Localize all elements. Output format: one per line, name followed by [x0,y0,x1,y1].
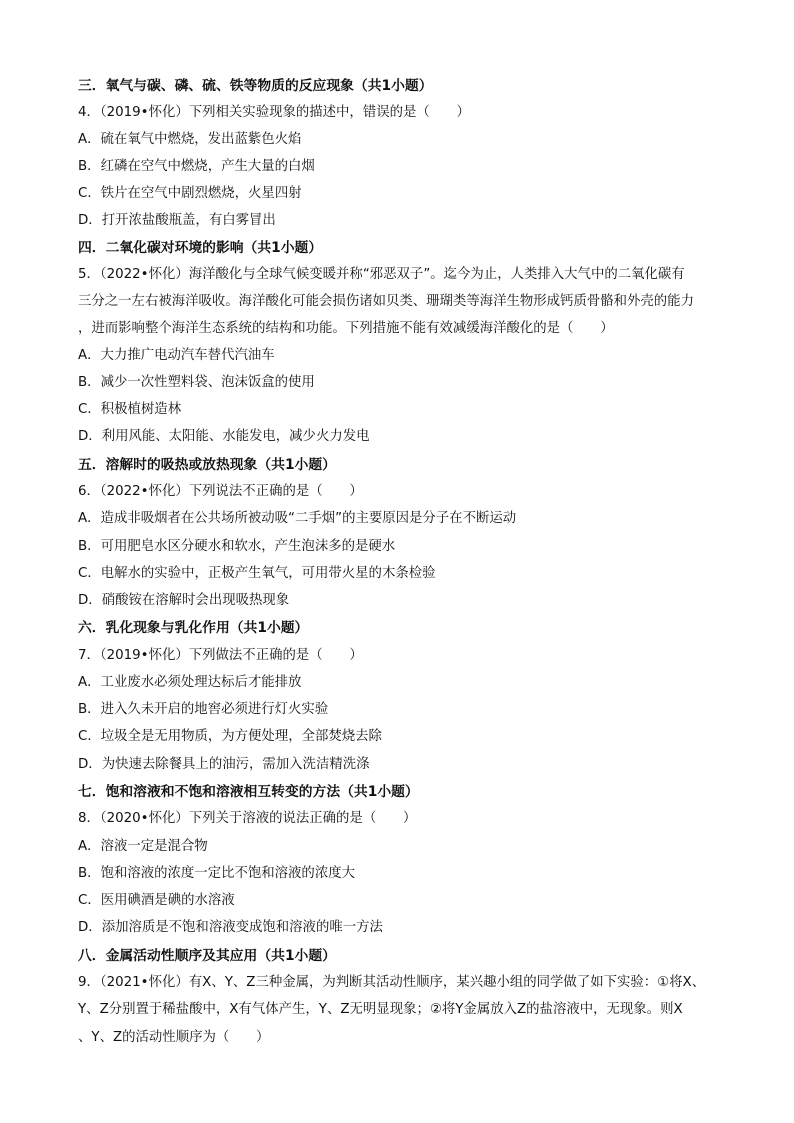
question-6-option-b: B．可用肥皂水区分硬水和软水，产生泡沫多的是硬水 [78,539,396,554]
question-4-option-c: C．铁片在空气中剧烈燃烧，火星四射 [78,186,302,201]
question-7-option-c: C．垃圾全是无用物质，为方便处理，全部焚烧去除 [78,729,382,744]
question-8-option-b: B．饱和溶液的浓度一定比不饱和溶液的浓度大 [78,866,355,881]
question-4-option-d: D．打开浓盐酸瓶盖，有白雾冒出 [78,213,276,228]
section-heading-5: 五．溶解时的吸热或放热现象（共1小题） [78,457,336,473]
section-heading-4: 四．二氧化碳对环境的影响（共1小题） [78,240,323,256]
question-6-option-c: C．电解水的实验中，正极产生氧气，可用带火星的木条检验 [78,566,436,581]
question-7-option-b: B．进入久未开启的地窖必须进行灯火实验 [78,702,329,717]
question-5-option-c: C．积极植树造林 [78,402,182,417]
question-9-stem-line-2: Y、Z分别置于稀盐酸中，X有气体产生，Y、Z无明显现象；②将Y金属放入Z的盐溶液中，无现象。则X [78,1002,683,1017]
question-5-option-a: A．大力推广电动汽车替代汽油车 [78,348,275,363]
question-8-option-a: A．溶液一定是混合物 [78,839,208,854]
question-5-option-d: D．利用风能、太阳能、水能发电，减少火力发电 [78,429,370,444]
section-heading-8: 八．金属活动性顺序及其应用（共1小题） [78,948,336,964]
question-4-option-a: A．硫在氧气中燃烧，发出蓝紫色火焰 [78,132,302,147]
question-5-option-b: B．减少一次性塑料袋、泡沫饭盒的使用 [78,375,315,390]
section-heading-7: 七．饱和溶液和不饱和溶液相互转变的方法（共1小题） [78,784,419,800]
question-8-option-c: C．医用碘酒是碘的水溶液 [78,893,235,908]
question-6-stem: 6．（2022•怀化）下列说法不正确的是（ ） [78,484,363,499]
question-5-stem-line-2: 三分之一左右被海洋吸收。海洋酸化可能会损伤诸如贝类、珊瑚类等海洋生物形成钙质骨骼和外壳的能力 [78,294,694,309]
question-9-stem-line-3: 、Y、Z的活动性顺序为（ ） [78,1030,270,1045]
section-heading-6: 六．乳化现象与乳化作用（共1小题） [78,620,309,636]
question-6-option-a: A．造成非吸烟者在公共场所被动吸“二手烟”的主要原因是分子在不断运动 [78,511,517,526]
question-7-option-a: A．工业废水必须处理达标后才能排放 [78,675,302,690]
question-8-stem: 8．（2020•怀化）下列关于溶液的说法正确的是（ ） [78,811,417,826]
question-8-option-d: D．添加溶质是不饱和溶液变成饱和溶液的唯一方法 [78,920,383,935]
question-7-option-d: D．为快速去除餐具上的油污，需加入洗洁精洗涤 [78,757,370,772]
question-5-stem-line-3: ，进而影响整个海洋生态系统的结构和功能。下列措施不能有效减缓海洋酸化的是（ ） [78,321,614,336]
question-6-option-d: D．硝酸铵在溶解时会出现吸热现象 [78,593,290,608]
question-9-stem-line-1: 9．（2021•怀化）有X、Y、Z三种金属，为判断其活动性顺序，某兴趣小组的同学做了如下实验：①将X、 [78,975,706,990]
section-heading-3: 三．氧气与碳、磷、硫、铁等物质的反应现象（共1小题） [78,78,433,94]
question-5-stem-line-1: 5．（2022•怀化）海洋酸化与全球气候变暖并称“邪恶双子”。迄今为止，人类排入大气中的二氧化碳有 [78,267,685,282]
question-4-stem: 4．（2019•怀化）下列相关实验现象的描述中，错误的是（ ） [78,105,470,120]
question-4-option-b: B．红磷在空气中燃烧，产生大量的白烟 [78,159,315,174]
question-7-stem: 7．（2019•怀化）下列做法不正确的是（ ） [78,648,363,663]
